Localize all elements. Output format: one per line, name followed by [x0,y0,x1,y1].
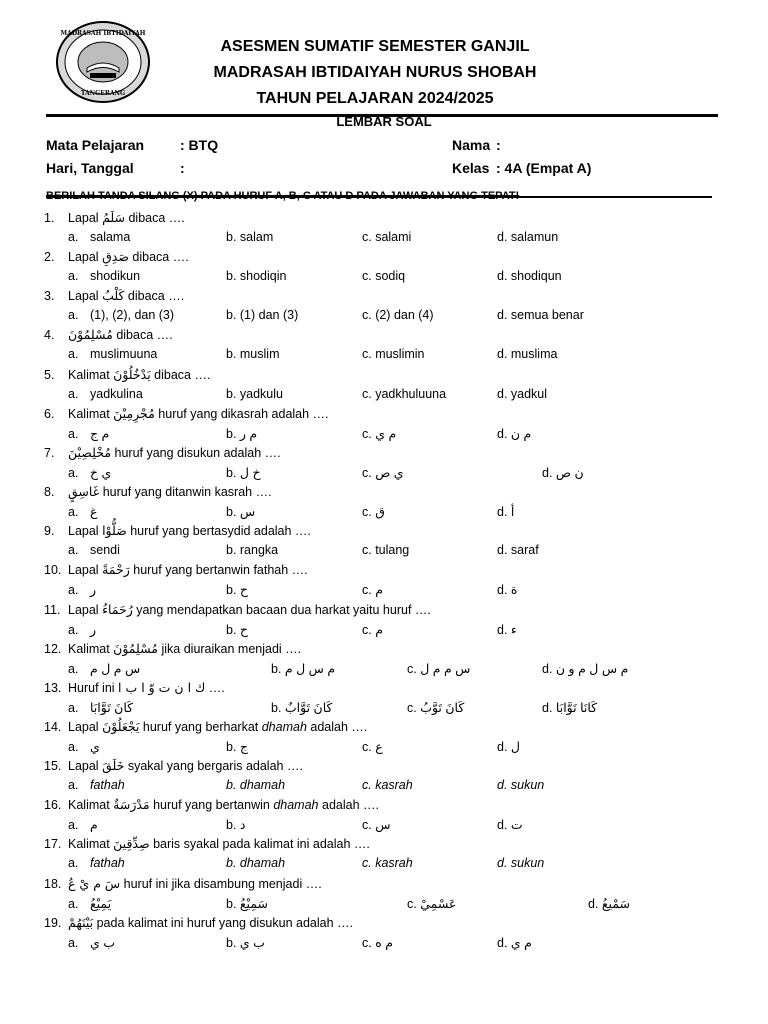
question-item [44,836,370,851]
option-text: d. م ي [497,935,532,950]
option-a [68,661,140,676]
option-text: d. ت [497,818,523,833]
option-text: d. ء [497,622,517,637]
option-letter: a. [68,935,79,950]
header-title-1: ASESMEN SUMATIF SEMESTER GANJIL [220,38,530,55]
mapel-label: Mata Pelajaran [46,137,145,153]
option-text: d. ل [497,739,520,754]
question-text: Lapal [68,289,103,304]
option-a [68,504,97,519]
question-text: adalah …. [318,798,379,813]
option-a [68,543,120,557]
option-c [407,661,470,676]
option-d [497,778,544,792]
option-a [68,387,143,401]
option-b [226,622,248,637]
question-item [44,876,322,891]
option-text: b. ب ي [226,935,265,950]
option-text: ي خ [90,465,112,480]
madrasah-logo [54,20,152,104]
mapel-value: : BTQ [180,137,219,153]
option-a [68,935,115,950]
option-b [226,308,298,322]
option-text: b. س [226,505,256,520]
question-item [44,602,431,617]
arabic-text: ك ا ن ت وّ ا ب ا [118,679,206,695]
option-text: b. rangka [226,543,279,558]
option-b [226,582,248,597]
logo-text-top: MADRASAH IBTIDAIYAH [60,30,146,37]
option-text: d. saraf [497,543,539,558]
option-c [362,582,383,597]
option-text: fathah [90,778,125,793]
question-number: 7. [44,445,55,460]
option-d [542,465,584,480]
arabic-text: مُسْلِمُوْنَ [68,327,113,343]
question-text: syakal yang bergaris adalah …. [124,759,303,774]
question-text: yang mendapatkan bacaan dua harkat yaitu huruf …. [132,602,431,617]
question-item [44,719,367,734]
question-text: dibaca …. [112,328,173,343]
option-b [226,778,285,792]
option-text: b. م ر [226,426,258,441]
option-d [497,856,544,870]
question-number: 8. [44,485,55,500]
question-text: Kalimat [68,798,114,813]
question-number: 9. [44,524,55,539]
question-item [44,249,189,264]
question-number: 3. [44,289,55,304]
arabic-text: مَدْرَسَةٌ [113,797,150,813]
question-text: Kalimat [68,406,114,421]
option-d [497,582,517,597]
question-text: Kalimat [68,837,114,852]
instruction-text: BERILAH TANDA SILANG (X) PADA HURUF A, B, C ATAU D PADA JAWABAN YANG TEPAT! [46,190,520,202]
question-number: 17. [44,837,62,852]
option-text: b. dhamah [226,778,286,793]
option-d [542,700,597,715]
option-c [362,465,404,480]
arabic-text: رُحَمَاءُ [102,601,133,617]
option-text: c. م ه [362,935,393,950]
option-text: d. م س ل م و ن [542,661,629,676]
option-a [68,856,125,870]
option-text: b. د [226,818,246,833]
option-text: غ [90,505,98,520]
question-text: Kalimat [68,367,114,382]
question-item [44,758,303,773]
arabic-text: مُجْرِمِيْنَ [113,405,155,421]
option-c [362,230,411,244]
option-b [226,543,278,557]
option-b [226,896,268,911]
option-a [68,896,111,911]
option-b [226,269,286,283]
question-text-italic: dhamah [261,719,307,734]
option-text: d. ن ص [542,465,584,480]
option-text: b. سَمِيْعُ [226,896,269,911]
option-text: d. shodiqun [497,269,562,284]
question-text: pada kalimat ini huruf yang disukun adalah …. [93,915,353,930]
question-item [44,406,329,421]
question-number: 14. [44,719,62,734]
hari-value: : [180,160,185,176]
option-b [226,426,257,441]
option-c [362,622,383,637]
option-text: d. م ن [497,426,532,441]
option-d [497,817,523,832]
option-letter: a. [68,661,79,676]
option-a [68,778,125,792]
option-text: b. م س ل م [271,661,336,676]
option-text: b. كَانَ تَوَّابٌ [271,700,333,715]
option-letter: a. [68,856,79,871]
option-b [226,347,279,361]
question-text: dibaca …. [150,367,211,382]
arabic-text: صَدِقِ [102,249,129,265]
arabic-text: يَدْخُلُوْنَ [113,366,151,382]
option-letter: a. [68,896,79,911]
option-d [497,347,557,361]
option-a [68,269,140,283]
arabic-text: خَلَقَ [102,758,125,774]
option-d [497,230,558,244]
option-b [271,700,333,715]
option-b [226,230,273,244]
option-text: b. ج [226,739,248,754]
option-c [362,739,383,754]
option-b [226,817,245,832]
option-letter: a. [68,269,79,284]
question-text-italic: dhamah [273,798,319,813]
option-text: c. yadkhuluuna [362,386,447,401]
kelas-value: : 4A (Empat A) [496,160,592,176]
question-number: 18. [44,876,62,891]
question-item [44,680,225,695]
option-text: ي [90,739,100,754]
question-text: adalah …. [306,719,368,734]
option-text: c. muslimin [362,347,425,362]
option-letter: a. [68,543,79,558]
option-a [68,308,174,322]
option-d [497,739,520,754]
question-item [44,327,173,342]
question-text: huruf ini jika disambung menjadi …. [120,876,322,891]
option-text: sendi [90,543,120,558]
option-text: fathah [90,856,125,871]
logo-text-bottom: TANGERANG [80,90,126,97]
option-text: c. م [362,583,383,598]
option-a [68,465,111,480]
option-text: b. muslim [226,347,280,362]
option-a [68,347,157,361]
option-a [68,582,96,597]
question-text: huruf yang berharkat [139,719,262,734]
option-a [68,426,109,441]
instruction-divider [46,196,712,198]
question-text: …. [205,680,225,695]
option-text: d. muslima [497,347,558,362]
question-number: 16. [44,798,62,813]
document-header [180,34,570,112]
question-item [44,797,379,812]
question-item [44,367,210,382]
option-c [407,896,456,911]
option-text: ب ي [90,935,116,950]
option-text: ر [90,622,97,637]
option-text: b. (1) dan (3) [226,308,299,323]
option-text: yadkulina [90,386,143,401]
question-number: 6. [44,406,55,421]
option-text: d. سَمْيعُ [588,896,631,911]
option-d [497,543,539,557]
option-text: b. shodiqin [226,269,287,284]
question-number: 19. [44,915,62,930]
option-text: c. كَانَ تَوَّبُ [407,700,465,715]
option-text: c. salami [362,230,412,244]
question-text: dibaca …. [128,250,189,265]
option-text: b. dhamah [226,856,286,871]
option-text: c. kasrah [362,856,413,871]
option-text: shodikun [90,269,141,284]
option-text: كَانَ تَوَّابَا [90,700,134,715]
option-text: c. س [362,818,391,833]
option-letter: a. [68,583,79,598]
option-text: salama [90,230,131,244]
option-letter: a. [68,622,79,637]
option-text: c. (2) dan (4) [362,308,434,323]
question-number: 10. [44,563,62,578]
question-text: Lapal [68,602,103,617]
question-item [44,445,281,460]
option-text: b. خ ل [226,465,261,480]
option-a [68,700,133,715]
option-text: d. ة [497,583,518,598]
option-c [407,700,464,715]
option-c [362,308,434,322]
question-item [44,562,308,577]
option-text: b. ح [226,583,248,598]
option-text: c. ع [362,739,383,754]
option-text: d. yadkul [497,386,548,401]
option-letter: a. [68,386,79,401]
nama-value: : [496,137,501,153]
option-text: ر [90,583,97,598]
question-item [44,484,272,499]
question-text: Lapal [68,524,103,539]
option-letter: a. [68,505,79,520]
question-text: huruf yang ditanwin kasrah …. [99,485,272,500]
option-b [226,465,261,480]
question-text: dibaca …. [125,211,185,225]
option-text: c. sodiq [362,269,406,284]
question-number: 13. [44,680,62,695]
option-letter: a. [68,426,79,441]
option-d [497,622,517,637]
option-a [68,817,98,832]
option-letter: a. [68,778,79,793]
nama-label: Nama [452,137,491,153]
option-text: b. salam [226,230,274,244]
option-text: (1), (2), dan (3) [90,308,175,323]
option-text: c. ق [362,505,385,520]
option-b [226,739,248,754]
option-a [68,622,96,637]
option-text: d. أ [497,505,515,520]
arabic-text: صَلُّوْا [102,523,127,539]
option-text: م ج [90,426,110,441]
option-text: س م ل م [90,661,141,676]
option-letter: a. [68,739,79,754]
question-number: 2. [44,250,55,265]
option-a [68,739,100,754]
arabic-text: صِدِّقِينَ [113,836,150,852]
question-text: huruf yang dikasrah adalah …. [154,406,329,421]
option-b [226,856,285,870]
question-item [44,523,311,538]
option-text: d. sukun [497,778,545,793]
arabic-text: مُخْلِصِيْنَ [68,444,112,460]
question-text: huruf yang bertanwin [149,798,274,813]
question-text: dibaca …. [124,289,185,304]
header-title-3: TAHUN PELAJARAN 2024/2025 [256,90,494,107]
option-a [68,230,130,244]
arabic-text: سَلَمُ [102,210,125,225]
option-d [497,935,532,950]
option-text: d. كَانَا تَوَّابَا [542,700,598,715]
question-text: Lapal [68,563,103,578]
option-text: c. kasrah [362,778,413,793]
option-d [497,504,514,519]
option-text: c. عَسْمِيْ [407,896,457,911]
lembar-soal-title: LEMBAR SOAL [336,114,432,129]
option-text: b. yadkulu [226,386,283,401]
option-c [362,426,396,441]
option-b [271,661,335,676]
option-c [362,347,425,361]
option-b [226,387,283,401]
question-item [44,641,301,656]
question-text: Lapal [68,211,103,225]
question-item [44,915,353,930]
question-number: 5. [44,367,55,382]
option-text: d. semua benar [497,308,584,323]
question-text: huruf yang bertasydid adalah …. [126,524,311,539]
option-c [362,935,393,950]
question-number: 4. [44,328,55,343]
option-c [362,856,413,870]
arabic-text: رَحْمَةً [102,562,130,578]
option-text: يَمِيْعُ [90,896,112,911]
question-item [44,210,185,225]
question-text: Kalimat [68,641,114,656]
option-d [497,308,584,322]
option-letter: a. [68,347,79,362]
arabic-text: كَلْبُ [102,288,125,304]
option-c [362,817,390,832]
option-c [362,387,446,401]
option-text: c. tulang [362,543,410,558]
option-b [226,504,255,519]
question-number: 11. [44,602,61,617]
question-text: baris syakal pada kalimat ini adalah …. [149,837,370,852]
arabic-text: بَيْنَهُمْ [68,914,94,930]
option-text: م [90,818,98,833]
option-d [542,661,628,676]
option-d [497,269,562,283]
question-number: 15. [44,759,62,774]
question-text: huruf yang bertanwin fathah …. [129,563,308,578]
question-text: Lapal [68,250,103,265]
kelas-label: Kelas [452,160,490,176]
arabic-text: غَاسِقٍ [68,484,100,500]
option-b [226,935,265,950]
option-letter: a. [68,465,79,480]
arabic-text: يَجْعَلُوْنَ [102,718,140,734]
arabic-text: سَ م يْ عُ [68,875,121,891]
option-d [497,426,531,441]
option-text: c. م ي [362,426,397,441]
option-text: c. ي ص [362,465,404,480]
option-letter: a. [68,700,79,715]
question-text: Huruf ini [68,680,119,695]
question-text: Lapal [68,759,103,774]
header-title-2: MADRASAH IBTIDAIYAH NURUS SHOBAH [213,64,537,81]
option-c [362,504,385,519]
question-number: 12. [44,641,62,656]
option-text: b. ح [226,622,248,637]
option-c [362,543,409,557]
question-item [44,288,184,303]
option-text: c. س م م ل [407,661,471,676]
option-text: d. salamun [497,230,559,244]
option-text: d. sukun [497,856,545,871]
hari-label: Hari, Tanggal [46,160,134,176]
option-d [588,896,630,911]
question-text: huruf yang disukun adalah …. [111,445,281,460]
option-c [362,778,413,792]
option-letter: a. [68,230,79,244]
option-text: c. م [362,622,383,637]
option-letter: a. [68,818,79,833]
arabic-text: مُسْلِمُوْنَ [113,640,159,656]
option-letter: a. [68,308,79,323]
question-text: jika diuraikan menjadi …. [158,641,302,656]
option-d [497,387,547,401]
question-text: Lapal [68,719,103,734]
option-text: muslimuuna [90,347,158,362]
option-c [362,269,405,283]
question-number: 1. [44,211,55,225]
